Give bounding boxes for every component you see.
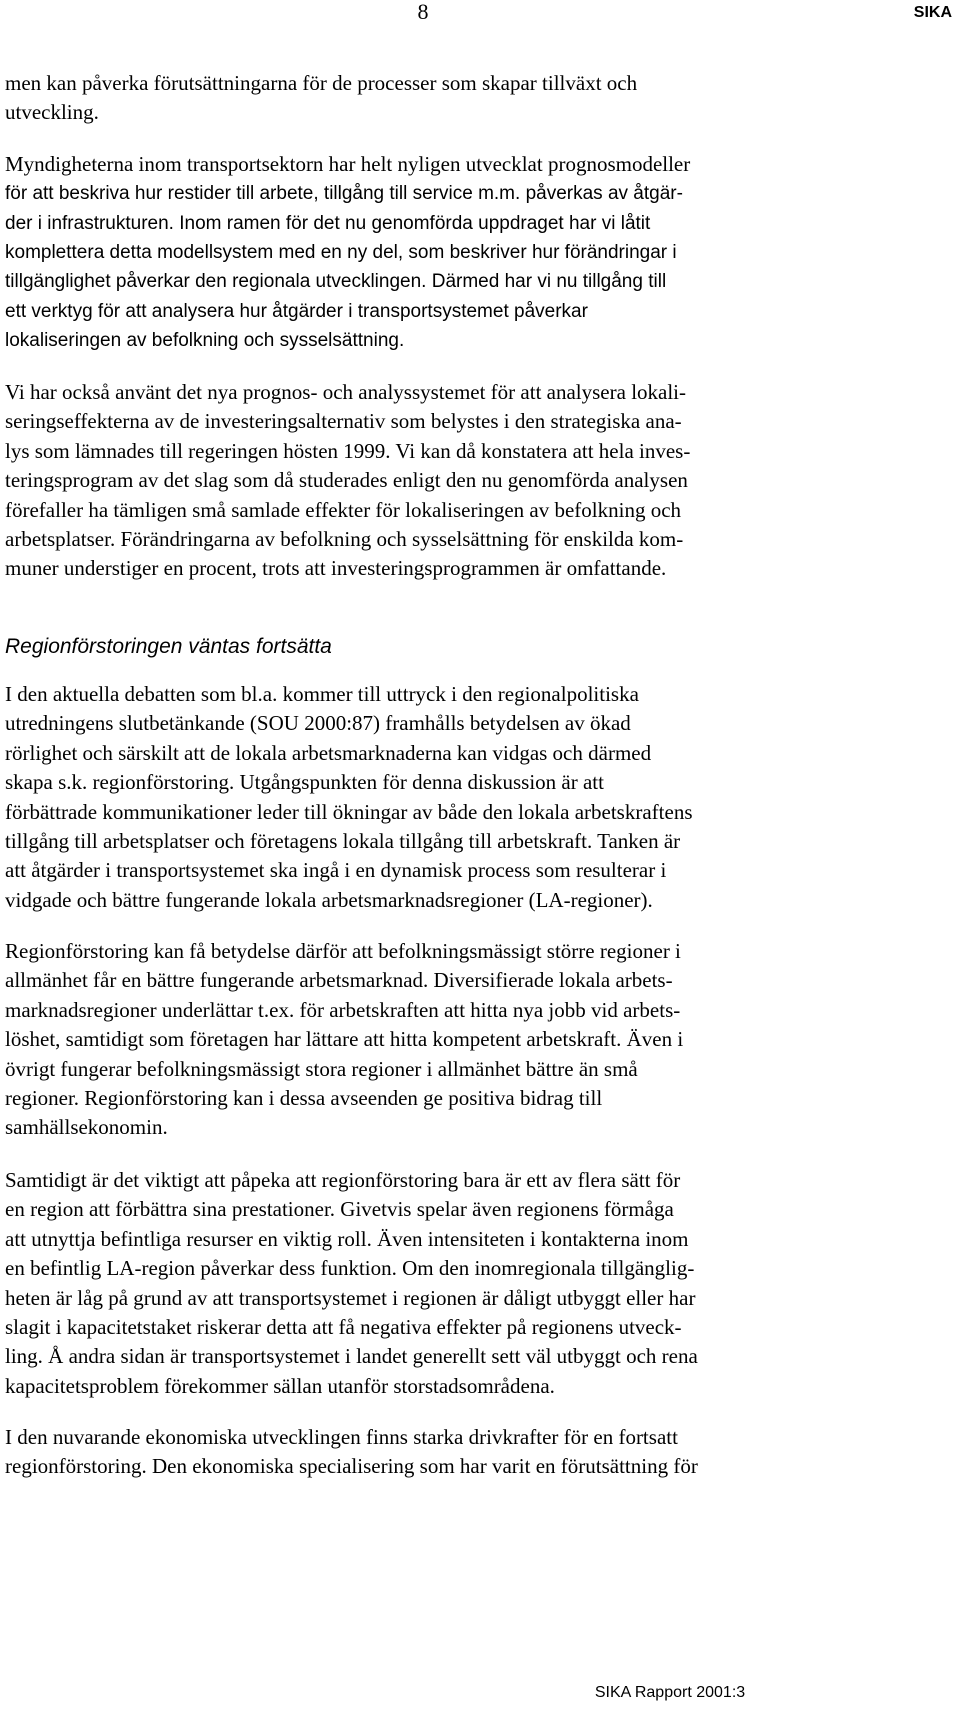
text-line: regioner. Regionförstoring kan i dessa avseenden ge positiva bidrag till [5,1086,603,1111]
text-line: ling. Å andra sidan är transportsystemet i landet generellt sett väl utbyggt och rena [5,1344,698,1369]
text-line: löshet, samtidigt som företagen har lättare att hitta kompetent arbetskraft. Även i [5,1027,684,1052]
text-line: utredningens slutbetänkande (SOU 2000:87) framhålls betydelsen av ökad [5,711,631,736]
text-line: Samtidigt är det viktigt att påpeka att regionförstoring bara är ett av flera sätt för [5,1168,681,1192]
paragraph-7 [5,1423,940,1482]
text-line: tillgänglighet påverkar den regionala utvecklingen. Därmed har vi nu tillgång till [5,271,667,293]
text-line: teringsprogram av det slag som då studerades enligt den nu genomförda analysen [5,468,688,493]
text-line: men kan påverka förutsättningarna för de processer som skapar tillväxt och [5,71,638,95]
brand-label: SIKA [913,4,952,21]
page-number: 8 [417,0,429,24]
paragraph-2 [5,150,940,355]
text-line: regionförstoring. Den ekonomiska specialisering som har varit en förutsättning för [5,1454,698,1479]
text-line: rörlighet och särskilt att de lokala arbetsmarknaderna kan vidgas och därmed [5,740,652,765]
text-line: lokaliseringen av befolkning och sysselsättning. [5,329,405,351]
text-line: att utnyttja befintliga resurser en viktig roll. Även intensiteten i kontakterna inom [5,1226,689,1251]
text-line: vidgade och bättre fungerande lokala arbetsmarknadsregioner (LA-regioner). [5,887,653,912]
text-line: lys som lämnades till regeringen hösten 1999. Vi kan då konstatera att hela inves- [5,438,691,463]
text-line: marknadsregioner underlättar t.ex. för arbetskraften att hitta nya jobb vid arbets- [5,997,681,1022]
text-line: komplettera detta modellsystem med en ny del, som beskriver hur förändringar i [5,242,677,263]
text-line: ett verktyg för att analysera hur åtgärder i transportsystemet påverkar [5,300,588,322]
text-line: I den aktuella debatten som bl.a. kommer till uttryck i den regionalpolitiska [5,682,639,706]
page-footer: SIKA Rapport 2001:3 [594,1684,746,1701]
text-line: förbättrade kommunikationer leder till ökningar av både den lokala arbetskraftens [5,799,693,824]
text-line: Myndigheterna inom transportsektorn har helt nyligen utvecklat prognosmodeller [5,152,691,176]
paragraph-1 [5,69,940,128]
text-line: muner understiger en procent, trots att investeringsprogrammen är omfattande. [5,556,667,581]
paragraph-6 [5,1166,940,1401]
text-line: arbetsplatser. Förändringarna av befolkning och sysselsättning för enskilda kom- [5,527,684,552]
text-line: der i infrastrukturen. Inom ramen för det nu genomförda uppdraget har vi låtit [5,212,651,234]
text-line: övrigt fungerar befolkningsmässigt stora regioner i allmänhet bättre än små [5,1056,638,1081]
text-line: heten är låg på grund av att transportsystemet i regionen är dåligt utbyggt eller har [5,1285,696,1310]
text-line: slagit i kapacitetstaket riskerar detta att få negativa effekter på regionens utveck- [5,1315,682,1340]
paragraph-4 [5,680,940,915]
text-line: en befintlig LA-region påverkar dess funktion. Om den inomregionala tillgänglig- [5,1256,695,1281]
text-line: en region att förbättra sina prestationer. Givetvis spelar även regionens förmåga [5,1197,674,1222]
text-line: allmänhet får en bättre fungerande arbetsmarknad. Diversifierade lokala arbets- [5,968,673,993]
text-line: skapa s.k. regionförstoring. Utgångspunkten för denna diskussion är att [5,770,604,795]
text-line: I den nuvarande ekonomiska utvecklingen finns starka drivkrafter för en fortsatt [5,1425,678,1449]
text-line: kapacitetsproblem förekommer sällan utanför storstadsområdena. [5,1373,555,1398]
text-line: seringseffekterna av de investeringsalternativ som belystes i den strategiska ana- [5,409,682,434]
text-line: att åtgärder i transportsystemet ska ingå i en dynamisk process som resulterar i [5,858,667,883]
text-line: Regionförstoring kan få betydelse därför att befolkningsmässigt större regioner i [5,939,681,963]
text-line: förefaller ha tämligen små samlade effekter för lokaliseringen av befolkning och [5,497,682,522]
text-line: utveckling. [5,100,99,125]
text-line: tillgång till arbetsplatser och företagens lokala tillgång till arbetskraft. Tanken är [5,829,681,854]
paragraph-3 [5,378,940,584]
paragraph-5 [5,937,940,1143]
text-line: samhällsekonomin. [5,1115,168,1140]
text-line: för att beskriva hur restider till arbete, tillgång till service m.m. påverkas av åtgär- [5,183,683,205]
text-line: Vi har också använt det nya prognos- och analyssystemet för att analysera lokali- [5,380,687,404]
section-heading: Regionförstoringen väntas fortsätta [5,635,332,658]
